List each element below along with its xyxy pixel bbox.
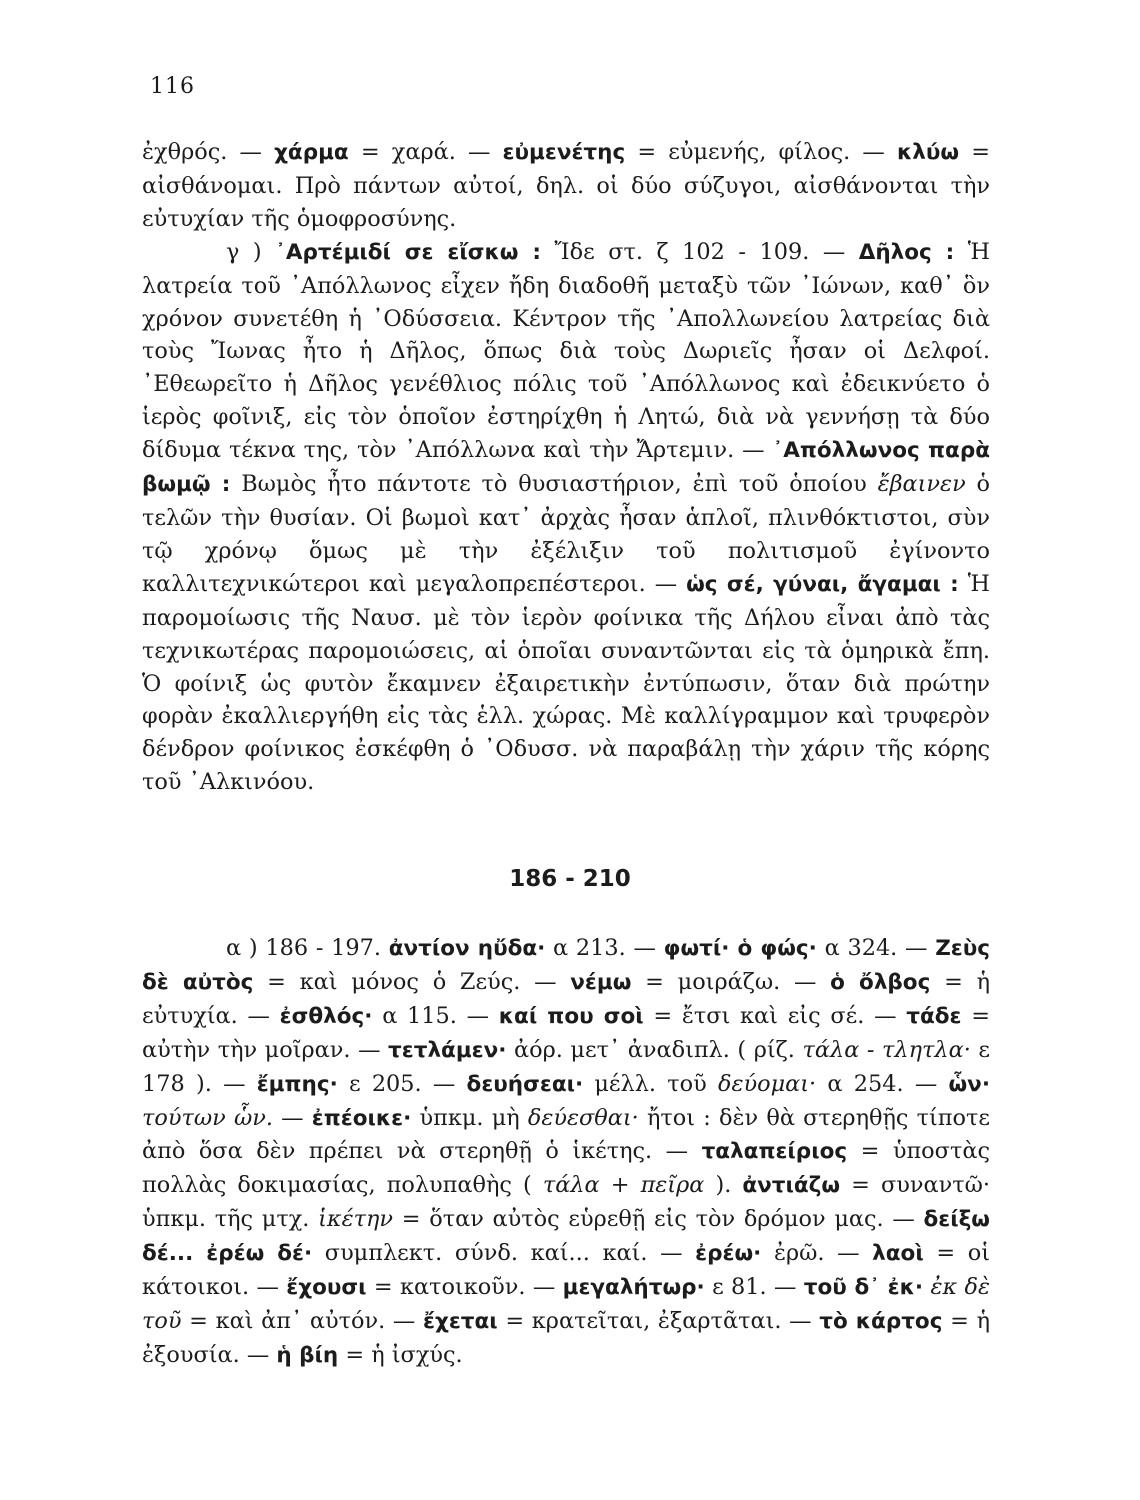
paragraph-echthros [142,136,990,236]
lemma-term: Ζεὺς δὲ αὐτὸς [142,936,991,995]
paragraph-artemidi [142,236,990,799]
text-run: ἐχθρός. — [142,139,275,165]
text-run: = εὐμενής, φίλος. — [625,139,897,165]
commentary-section-185 [142,136,990,799]
lemma-term: μεγαλήτωρ· [562,1275,705,1301]
italic-form: ἐκ δὲ τοῦ [142,1274,991,1334]
text-run: ἐρῶ. — [761,1240,873,1267]
text-run: γ ) [226,238,276,265]
italic-form: τάλα - τλητλα· [802,1036,971,1063]
lemma-term: φωτί· ὁ φώς· [663,936,817,961]
text-run: = συναντῶ· ὑπκμ. τῆς μτχ. [142,1172,991,1233]
italic-form: ἱκέτην [318,1206,394,1233]
text-run: α 324. — [816,935,936,961]
text-run: = ἡ εὐτυχία. — [142,968,991,1029]
text-run: = μοιράζω. — [631,968,831,995]
text-run: = καὶ ἀπ᾿ αὐτόν. — [181,1307,423,1334]
lemma-term: λαοὶ [872,1241,924,1267]
italic-form: δεύεσθαι· [527,1104,639,1131]
lemma-term: δευήσεαι· [466,1071,584,1097]
lemma-term: ὁ ὄλβος [830,969,931,995]
lemma-term: χάρμα [274,140,349,165]
lemma-term: ἡ βίη [276,1342,339,1368]
text-run: α 115. — [372,1002,499,1029]
text-run: ἤτοι : δὲν θὰ στερηθῇς τίποτε ἀπὸ ὅσα δὲν πρέπει νὰ στερηθῇ ὁ ἱκέτης. — [142,1104,990,1165]
lemma-term: εὐμενέτης [502,140,626,165]
commentary-section-186-210 [142,932,990,1373]
italic-form: τούτων ὧν. [142,1104,273,1131]
text-run: = οἱ κάτοικοι. — [142,1240,990,1301]
lemma-term: τάδε [906,1003,962,1029]
text-run: Ἡ παρομοίωσις τῆς Ναυσ. μὲ τὸν ἱερὸν φοίνικα τῆς Δήλου εἶναι ἀπὸ τὰς τεχνικωτέρας παρομοιώσεις, αἱ ὁποῖαι συναντῶνται εἰς τὰ ὁμηρικὰ ἔπη. Ὁ φοίνιξ ὡς φυτὸν ἔκαμνεν ἐξαιρετικὴν ἐντύπωσιν, ὅταν διὰ πρώτην φορὰν ἐκαλλιεργήθη εἰς τὰς ἑλλ. χώρας. Μὲ καλλίγραμμον καὶ τρυφερὸν δένδρον φοίνικος ἐσκέφθη ὁ ᾿Οδυσσ. νὰ παραβάλῃ τὴν χάριν τῆς κόρης τοῦ ᾿Αλκινόου. [142,570,990,796]
lemma-term: ἔχεται [422,1308,498,1334]
lemma-term: ἀντίον ηὔδα· [388,936,546,961]
lemma-term: ἐσθλός· [279,1003,373,1029]
text-run: = ἡ ἐξουσία. — [142,1307,990,1368]
text-run: = ὑποστὰς πολλὰς δοκιμασίας, πολυπαθὴς ( [142,1138,990,1199]
lemma-term: δείξω δέ... ἐρέω δέ· [142,1207,990,1267]
text-run: α ) 186 - 197. [226,935,389,961]
text-run: = κατοικοῦν. — [366,1274,563,1301]
text-run: ἀόρ. μετ᾿ ἀναδιπλ. ( ρίζ. [506,1036,803,1063]
text-run: ὁ τελῶν τὴν θυσίαν. Οἱ βωμοὶ κατ᾿ ἀρχὰς ἦσαν ἁπλοῖ, πλινθόκτιστοι, σὺν τῷ χρόνῳ ὅμως μὲ τὴν ἐξέλιξιν τοῦ πολιτισμοῦ ἐγίνοντο καλλιτεχνικώτεροι καὶ μεγαλοπρεπέστεροι. — [142,471,990,597]
text-run: ε 178 ). — [142,1036,990,1097]
text-run: ε 81. — [704,1274,804,1301]
lemma-term: Δῆλος : [858,239,955,265]
text-run: — [272,1104,312,1131]
lemma-term: νέμω [570,969,632,995]
italic-form: δεύομαι· [718,1070,817,1097]
lemma-term: ἐπέοικε· [311,1105,412,1131]
italic-form: ἔβαινεν [877,471,966,498]
lemma-term: ᾿Απόλλωνος παρὰ βωμῷ : [142,438,990,498]
lemma-term: ταλαπείριος [701,1139,848,1165]
text-run: = αὐτὴν τὴν μοῖραν. — [142,1002,990,1063]
paragraph-186-197 [142,932,990,1373]
text-run: ). [704,1172,743,1199]
lemma-term: καί που σοὶ [498,1003,644,1029]
text-run: = ὅταν αὐτὸς εὑρεθῇ εἰς τὸν δρόμον μας. — [393,1206,924,1233]
lemma-term: ᾿Αρτέμιδί σε εἴσκω : [275,239,541,265]
text-run: = ἔτσι καὶ εἰς σέ. — [643,1002,907,1029]
lemma-term: ἔμπης· [256,1071,338,1097]
text-run: Ἴδε στ. ζ 102 - 109. — [540,238,859,265]
italic-form: τάλα + πεῖρα [542,1172,705,1199]
page-number: 116 [150,74,195,99]
lemma-term: κλύω [896,140,960,165]
text-run: ε 205. — [337,1070,467,1097]
text-run: = ἡ ἰσχύς. [338,1341,463,1368]
lemma-term: τοῦ δ᾿ ἐκ· [803,1275,924,1301]
lemma-term: τετλάμεν· [388,1037,507,1063]
lemma-term: ἀντιάζω [742,1173,841,1199]
text-run: Βωμὸς ἦτο πάντοτε τὸ θυσιαστήριον, ἐπὶ τοῦ ὁποίου [230,471,878,498]
lemma-term: ὧν· [948,1071,990,1097]
text-run: συμπλεκτ. σύνδ. καί... καί. — [312,1240,696,1267]
text-run: μέλλ. τοῦ [583,1070,718,1097]
lemma-term: ὡς σέ, γύναι, ἄγαμαι : [686,571,959,597]
text-run: ὑπκμ. μὴ [411,1104,528,1131]
lemma-term: ἐρέω· [695,1241,762,1267]
lemma-term: ἔχουσι [286,1275,367,1301]
text-run: = κρατεῖται, ἐξαρτᾶται. — [497,1307,820,1334]
text-run: α 213. — [545,935,664,961]
section-heading: 186 - 210 [509,866,631,892]
text-run: = καὶ μόνος ὁ Ζεύς. — [253,968,571,995]
lemma-term: τὸ κάρτος [819,1308,943,1334]
text-run: = χαρά. — [348,139,503,165]
text-run: α 254. — [816,1070,949,1097]
text-run: = αἰσθάνομαι. Πρὸ πάντων αὐτοί, δηλ. οἱ δύο σύζυγοι, αἰσθάνονται τὴν εὐτυχίαν τῆς ὁμοφροσύνης. [142,139,990,232]
text-run: Ἡ λατρεία τοῦ ᾿Απόλλωνος εἶχεν ἤδη διαδοθῆ μεταξὺ τῶν ᾿Ιώνων, καθ᾿ ὃν χρόνον συνετέθη ἡ ᾿Οδύσσεια. Κέντρον τῆς ᾿Απολλωνείου λατρείας διὰ τοὺς Ἴωνας ἦτο ἡ Δῆλος, ὅπως διὰ τοὺς Δωριεῖς ἦσαν οἱ Δελφοί. ᾿Εθεωρεῖτο ἡ Δῆλος γενέθλιος πόλις τοῦ ᾿Απόλλωνος καὶ ἐδεικνύετο ὁ ἱερὸς φοῖνιξ, εἰς τὸν ὁποῖον ἐστηρίχθη ἡ Λητώ, διὰ νὰ γεννήσῃ τὰ δύο δίδυμα τέκνα της, τὸν ᾿Απόλλωνα καὶ τὴν Ἄρτεμιν. — [142,238,990,464]
